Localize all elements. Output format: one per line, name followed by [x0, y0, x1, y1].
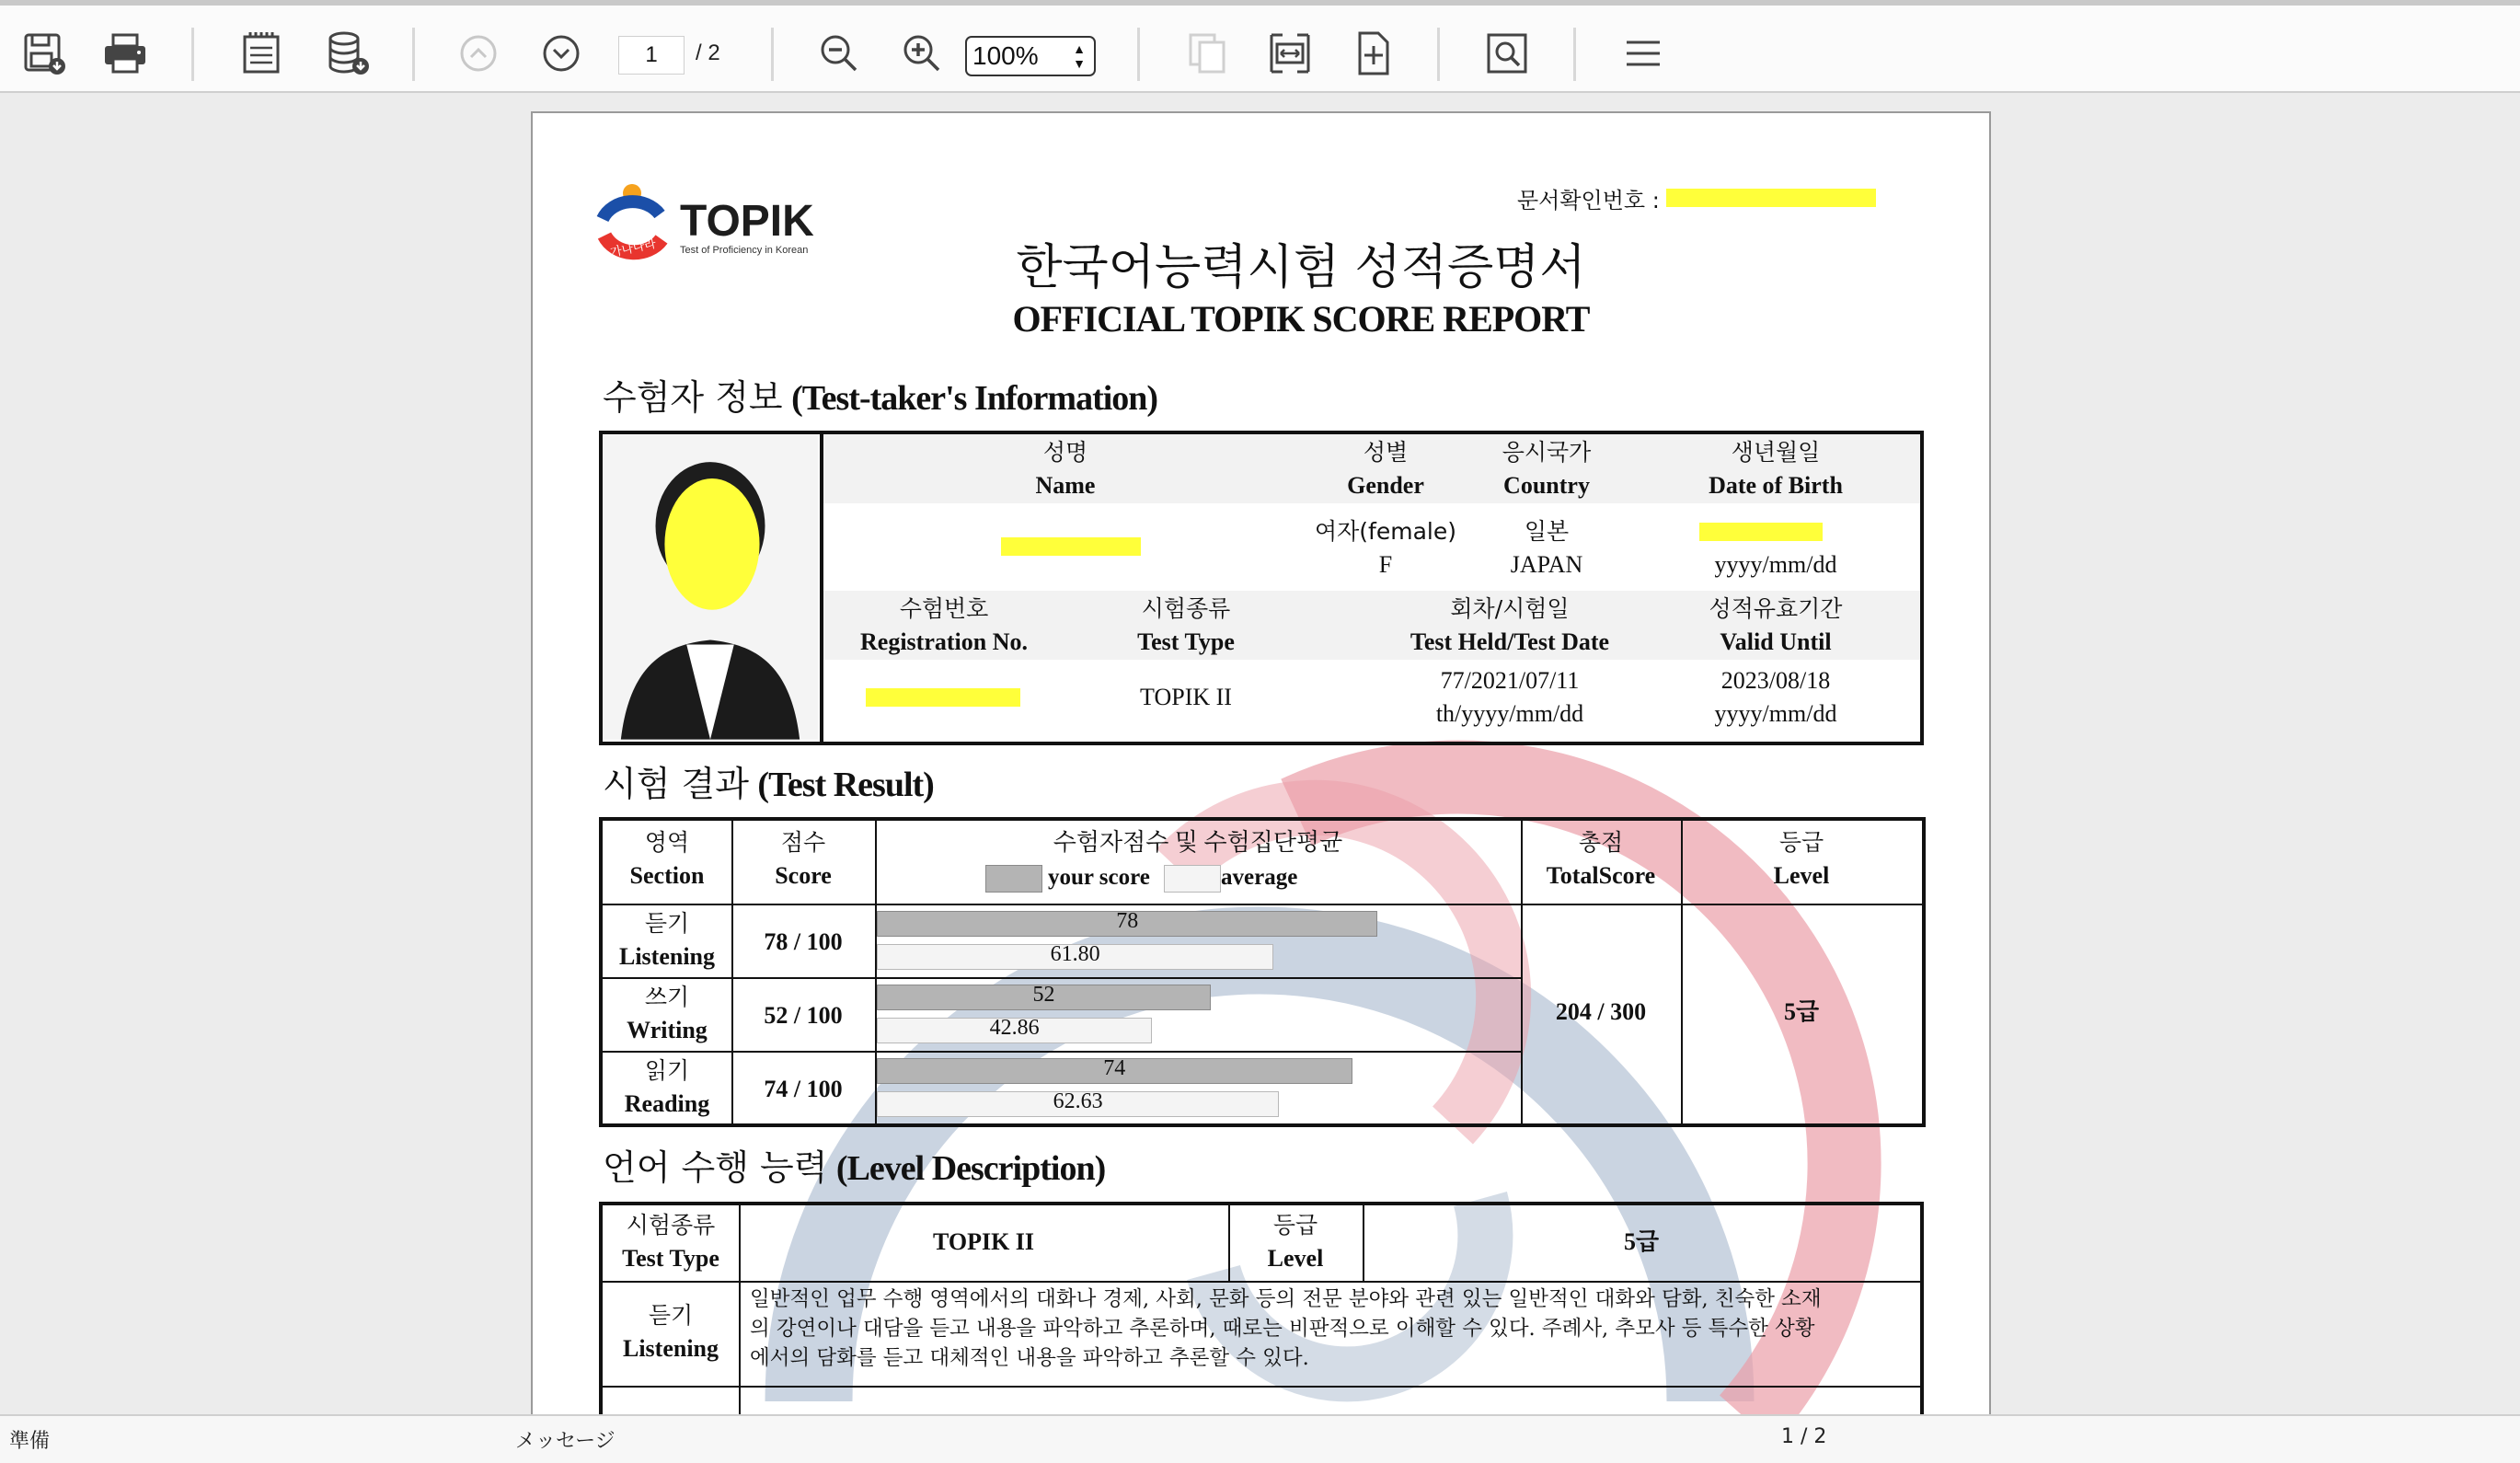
toolbar-separator	[1573, 28, 1576, 81]
divider	[603, 904, 1922, 905]
legend-your-label: your score	[1048, 865, 1150, 890]
divider	[603, 1051, 1521, 1053]
valid-until-value: 2023/08/18 yyyy/mm/dd	[1714, 667, 1837, 727]
title-korean: 한국어능력시험 성적증명서	[1016, 240, 1586, 295]
topik-logo	[595, 182, 816, 283]
fit-width-button[interactable]	[1260, 24, 1319, 83]
zoom-out-icon	[813, 28, 865, 79]
row-reading-label: 읽기 Reading	[624, 1057, 710, 1117]
section-result-korean: 시험 결과	[603, 764, 749, 804]
legend-average-swatch	[1164, 865, 1221, 893]
row-listening-score: 78 / 100	[764, 928, 843, 955]
bar-average-label-listening: 61.80	[1050, 942, 1100, 966]
zoom-out-button[interactable]	[810, 24, 869, 83]
dob-value: yyyy/mm/dd	[1714, 551, 1837, 578]
menu-icon	[1617, 28, 1669, 79]
listening-description-text: 일반적인 업무 수행 영역에서의 대화나 경제, 사회, 문화 등의 전문 분야와 관련 있는 일반적인 대화와 담화, 친숙한 소재 의 강연이나 대담을 듣고 내용을 파악하고 추론하며, 때로는 비판적으로 이해할 수 있다. 주례사, 추모사 등 특수한 상황 에서의 담화를 듣고 대체적인 내용을 파악하고 추론할 수 있다.	[750, 1287, 1822, 1370]
section-level-english: (Level Description)	[835, 1149, 1106, 1188]
score-header: 점수 Score	[775, 829, 832, 889]
section-header: 영역 Section	[629, 829, 705, 889]
row-writing-score: 52 / 100	[764, 1002, 843, 1029]
section-heading-level	[603, 1139, 1105, 1190]
redacted-document-number	[1666, 189, 1876, 207]
toolbar-separator	[1437, 28, 1440, 81]
gender-header: 성별 Gender	[1347, 439, 1424, 499]
test-type-value: TOPIK II	[1140, 684, 1232, 710]
country-header: 응시국가 Country	[1502, 439, 1592, 499]
zoom-in-icon	[896, 28, 948, 79]
properties-button[interactable]	[232, 24, 291, 83]
previous-page-icon	[453, 28, 504, 79]
page-number-input[interactable]	[618, 36, 685, 75]
row-reading-score: 74 / 100	[764, 1076, 843, 1102]
print-button[interactable]	[96, 24, 155, 83]
copy-icon	[1181, 28, 1233, 79]
country-value: 일본 JAPAN	[1510, 518, 1583, 578]
level-value: 5급	[1783, 998, 1820, 1025]
gender-value: 여자(female) F	[1315, 518, 1456, 578]
row-writing-label: 쓰기 Writing	[627, 984, 708, 1043]
search-button[interactable]	[1478, 24, 1536, 83]
bar-your-score-label-writing: 52	[1032, 983, 1055, 1007]
section-heading-result	[603, 755, 934, 806]
toolbar-separator	[412, 28, 415, 81]
divider	[603, 977, 1521, 979]
toolbar	[0, 0, 2520, 93]
total-score-value: 204 / 300	[1555, 998, 1647, 1025]
dob-header: 생년월일 Date of Birth	[1709, 439, 1843, 499]
zoom-in-button[interactable]	[892, 24, 951, 83]
section-level-korean: 언어 수행 능력	[603, 1147, 828, 1188]
document-number-label: 문서확인번호 :	[1517, 188, 1660, 213]
divider	[603, 1281, 1920, 1283]
level-type-value: TOPIK II	[932, 1228, 1035, 1255]
level-header: 등급 Level	[1773, 829, 1830, 889]
document-page	[531, 111, 1991, 1414]
bar-your-score-label-listening: 78	[1116, 909, 1139, 933]
status-page: 1 / 2	[1781, 1425, 1827, 1448]
fit-page-icon	[1347, 28, 1398, 79]
valid-until-header: 성적유효기간 Valid Until	[1709, 595, 1843, 655]
logo-badge-text: 가나다라	[609, 236, 658, 260]
bar-average-label-reading: 62.63	[1053, 1089, 1103, 1113]
level-grade-value: 5급	[1623, 1228, 1660, 1255]
previous-page-button[interactable]	[449, 24, 508, 83]
legend-average-label: average	[1221, 865, 1298, 890]
chart-title: 수험자점수 및 수험집단평균	[1053, 829, 1343, 856]
status-message: メッセージ	[515, 1430, 616, 1453]
toolbar-separator	[191, 28, 194, 81]
test-type-header: 시험종류 Test Type	[1137, 595, 1235, 655]
bar-your-score-label-reading: 74	[1103, 1056, 1126, 1080]
legend-your-swatch	[985, 865, 1042, 893]
logo-subtext: Test of Proficiency in Korean	[680, 245, 809, 256]
status-ready: 準備	[9, 1430, 51, 1453]
print-icon	[99, 28, 151, 79]
section-heading-info	[603, 369, 1157, 420]
section-info-korean: 수험자 정보	[603, 377, 783, 418]
next-page-button[interactable]	[532, 24, 591, 83]
section-info-english: (Test-taker's Information)	[791, 379, 1158, 418]
photo-cell	[603, 434, 820, 742]
test-held-value: 77/2021/07/11 th/yyyy/mm/dd	[1435, 667, 1584, 727]
section-result-english: (Test Result)	[757, 766, 934, 804]
test-taker-info-table	[599, 431, 1924, 745]
topik-logo-icon	[595, 182, 816, 283]
title-english: OFFICIAL TOPIK SCORE REPORT	[1012, 298, 1590, 340]
fit-width-icon	[1264, 28, 1316, 79]
level-type-header: 시험종류 Test Type	[622, 1212, 719, 1272]
save-icon	[18, 28, 70, 79]
document-viewport[interactable]	[0, 93, 2520, 1414]
toolbar-separator	[1137, 28, 1140, 81]
zoom-level-value: 100%	[972, 41, 1039, 70]
row-listening-label: 듣기 Listening	[618, 910, 716, 970]
level-description-table	[599, 1202, 1924, 1414]
level-grade-header: 등급 Level	[1267, 1212, 1324, 1272]
next-page-icon	[535, 28, 587, 79]
page-properties-icon	[236, 28, 287, 79]
spinner-arrows-icon: ▲▼	[1072, 41, 1087, 71]
fit-page-button[interactable]	[1343, 24, 1402, 83]
database-button[interactable]	[318, 24, 377, 83]
status-bar	[0, 1414, 2520, 1463]
save-button[interactable]	[15, 24, 74, 83]
test-held-header: 회차/시험일 Test Held/Test Date	[1410, 595, 1610, 655]
toolbar-separator	[771, 28, 774, 81]
total-score-header: 총점 TotalScore	[1546, 829, 1656, 889]
redacted-name	[1001, 537, 1141, 556]
listening-description-label: 듣기 Listening	[622, 1302, 719, 1362]
search-icon	[1481, 28, 1533, 79]
divider	[603, 1386, 1920, 1388]
bar-average-label-writing: 42.86	[989, 1016, 1040, 1040]
logo-text: TOPIK	[680, 197, 814, 246]
redacted-dob	[1699, 523, 1823, 541]
menu-button[interactable]	[1614, 24, 1673, 83]
redacted-registration-number	[866, 688, 1020, 707]
copy-button[interactable]	[1178, 24, 1237, 83]
registration-header: 수험번호 Registration No.	[860, 595, 1028, 655]
zoom-level-select[interactable]	[965, 36, 1096, 76]
applicant-photo	[603, 434, 818, 740]
database-icon	[322, 28, 374, 79]
test-result-table	[599, 817, 1926, 1127]
name-header: 성명 Name	[1035, 439, 1096, 499]
page-total-label: / 2	[696, 40, 720, 65]
